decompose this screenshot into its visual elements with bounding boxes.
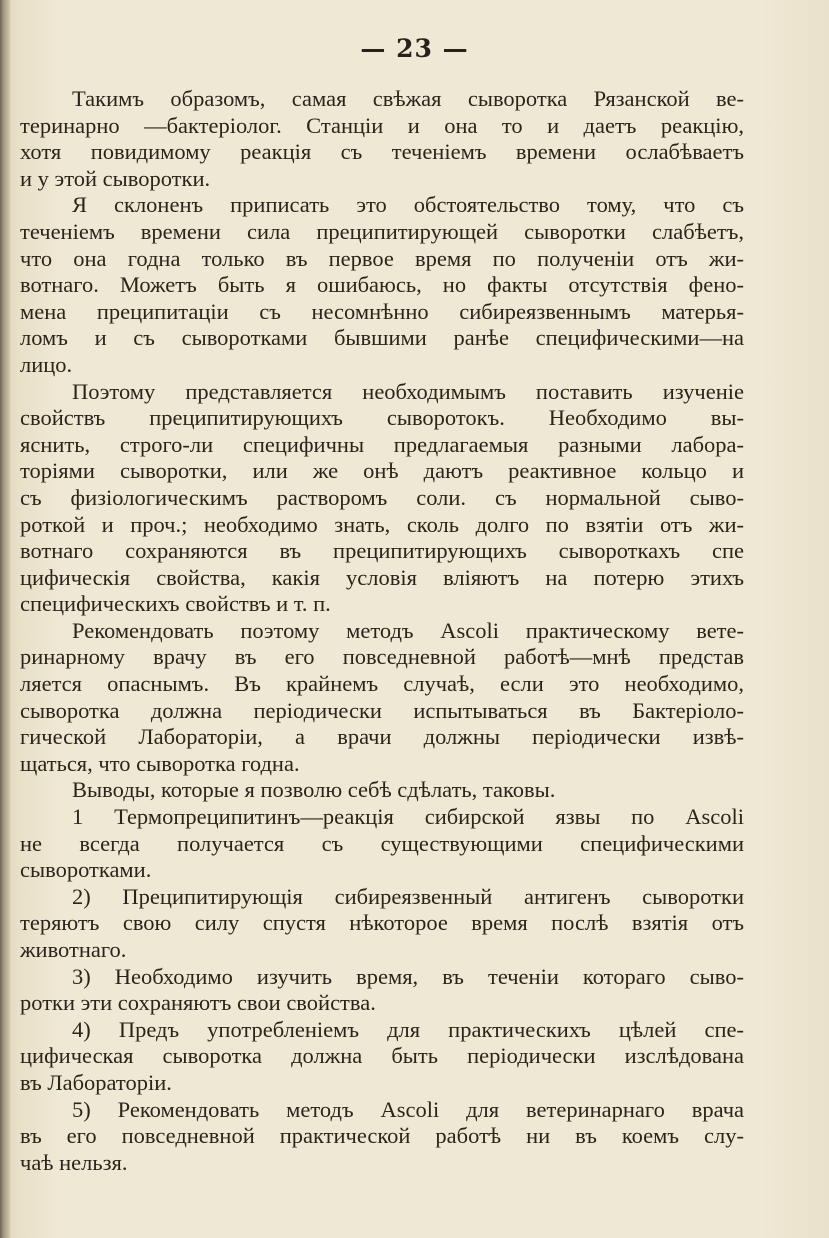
text-line: и у этой сыворотки. (20, 165, 211, 191)
page-number: — 23 — (360, 34, 469, 63)
text-line: что она годна только въ первое время по полученіи отъ жи- (20, 245, 744, 271)
text-line: цифическая сыворотка должна быть періодически изслѣдована (20, 1043, 744, 1069)
text-line: торіями сыворотки, или же онѣ даютъ реактивное кольцо и (20, 458, 744, 484)
text-line: животнаго. (20, 937, 127, 962)
text-line: лицо. (20, 351, 73, 377)
text-line: Такимъ образомъ, самая свѣжая сыворотка Рязанской ве- (72, 86, 744, 111)
text-line: съ физіологическимъ растворомъ соли. съ нормальной сыво- (20, 484, 744, 510)
text-line: вотнаго сохраняются въ преципитирующихъ сывороткахъ спе (20, 538, 744, 564)
text-line: мена преципитаціи съ несомнѣнно сибиреязвеннымъ матерья- (20, 298, 744, 324)
text-line: яснить, строго-ли специфичны предлагаемыя разными лабора- (20, 431, 744, 457)
text-line: сыворотками. (20, 857, 152, 883)
text-line: роткой и проч.; необходимо знать, сколь долго по взятіи отъ жи- (20, 511, 744, 537)
text-line: 5) Рекомендовать методъ Ascoli для ветеринарнаго врача (72, 1096, 744, 1122)
page-binding-edge (0, 0, 10, 1238)
text-line: Поэтому представляется необходимымъ поставить изученіе (72, 378, 744, 404)
body-text (20, 86, 744, 1176)
text-line: ломъ и съ сыворотками бывшими ранѣе специфическими—на (20, 325, 744, 351)
text-line: щаться, что сыворотка годна. (20, 750, 300, 776)
text-line: Я склоненъ приписать это обстоятельство тому, что съ (72, 192, 744, 218)
text-line: хотя повидимому реакція съ теченіемъ времени ослабѣваетъ (20, 139, 744, 165)
text-line: въ Лабораторіи. (20, 1069, 172, 1095)
text-line: теряютъ свою силу спустя нѣкоторое время послѣ взятія отъ (20, 910, 744, 936)
text-line: ринарному врачу въ его повседневной работѣ—мнѣ представ (20, 644, 744, 670)
text-line: чаѣ нельзя. (20, 1149, 128, 1175)
text-line: не всегда получается съ существующими специфическими (20, 830, 744, 856)
text-line: цифическія свойства, какія условія вліяютъ на потерю этихъ (20, 564, 744, 590)
text-line: Выводы, которые я позволю себѣ сдѣлать, таковы. (72, 777, 556, 803)
text-line: 2) Преципитирующія сибиреязвенный антигенъ сыворотки (72, 883, 744, 909)
text-line: сыворотка должна періодически испытываться въ Бактеріоло- (20, 697, 744, 723)
text-line: вотнаго. Можетъ быть я ошибаюсь, но факты отсутствія фено- (20, 272, 744, 298)
text-line: 4) Предъ употребленіемъ для практическихъ цѣлей спе- (72, 1016, 744, 1042)
text-line: гической Лабораторіи, а врачи должны періодически извѣ- (20, 724, 744, 750)
text-line: Рекомендовать поэтому методъ Ascoli практическому вете- (72, 617, 744, 643)
text-line: ротки эти сохраняютъ свои свойства. (20, 990, 376, 1016)
text-line: теринарно —бактеріолог. Станціи и она то и даетъ реакцію, (20, 112, 744, 138)
text-line: свойствъ преципитирующихъ сыворотокъ. Необходимо вы- (20, 405, 744, 431)
text-line: 3) Необходимо изучить время, въ теченіи котораго сыво- (72, 963, 744, 989)
text-line: теченіемъ времени сила преципитирующей сыворотки слабѣетъ, (20, 218, 744, 244)
text-line: 1 Термопреципитинъ—реакція сибирской язвы по Ascoli (72, 804, 744, 830)
text-line: ляется опаснымъ. Въ крайнемъ случаѣ, если это необходимо, (20, 671, 744, 697)
text-line: въ его повседневной практической работѣ ни въ коемъ слу- (20, 1123, 744, 1149)
text-line: специфическихъ свойствъ и т. п. (20, 591, 331, 617)
